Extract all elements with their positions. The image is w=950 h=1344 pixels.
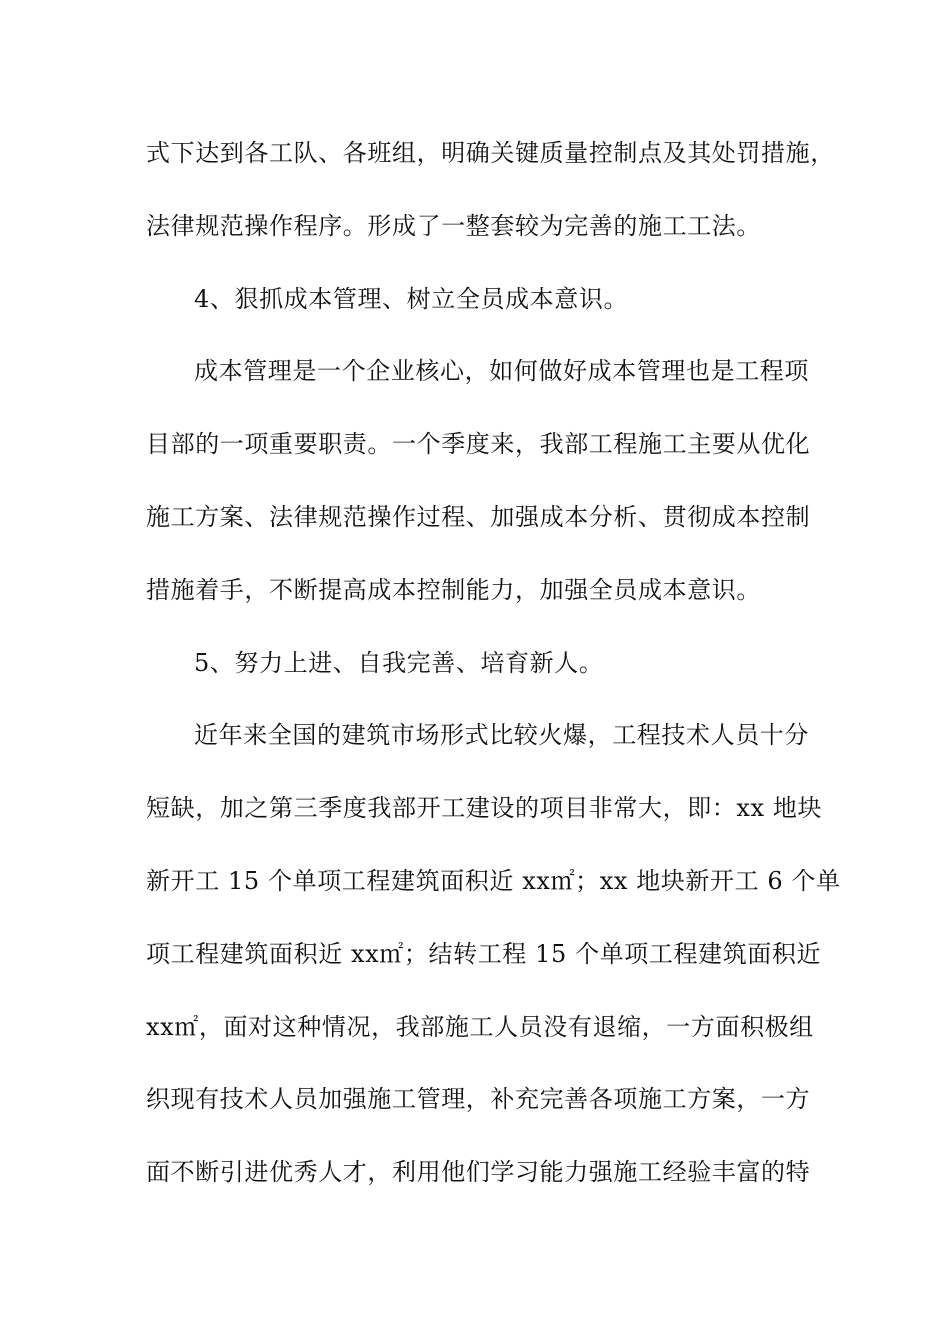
section-heading: 4、狠抓成本管理、树立全员成本意识。 <box>194 284 629 313</box>
text-line: 施工方案、法律规范操作过程、加强成本分析、贯彻成本控制 <box>146 502 811 531</box>
section-heading: 5、努力上进、自我完善、培育新人。 <box>194 648 604 677</box>
text-line: 式下达到各工队、各班组，明确关键质量控制点及其处罚措施， <box>146 139 835 167</box>
text-line: 织现有技术人员加强施工管理，补充完善各项施工方案，一方 <box>146 1085 811 1114</box>
text-line: 法律规范操作程序。形成了一整套较为完善的施工工法。 <box>146 211 761 240</box>
text-line: 项工程建筑面积近 xx㎡；结转工程 15 个单项工程建筑面积近 <box>146 939 822 968</box>
text-line: 目部的一项重要职责。一个季度来，我部工程施工主要从优化 <box>146 430 811 459</box>
text-line: xx㎡，面对这种情况，我部施工人员没有退缩，一方面积极组 <box>146 1012 814 1041</box>
text-line: 新开工 15 个单项工程建筑面积近 xx㎡；xx 地块新开工 6 个单 <box>146 866 841 895</box>
text-line: 短缺，加之第三季度我部开工建设的项目非常大，即：xx 地块 <box>146 794 823 823</box>
text-line: 措施着手，不断提高成本控制能力，加强全员成本意识。 <box>146 575 761 604</box>
text-line: 成本管理是一个企业核心，如何做好成本管理也是工程项 <box>194 357 809 386</box>
document-body <box>146 130 841 1222</box>
text-line: 面不断引进优秀人才，利用他们学习能力强施工经验丰富的特 <box>146 1158 811 1187</box>
text-line: 近年来全国的建筑市场形式比较火爆，工程技术人员十分 <box>194 721 809 750</box>
